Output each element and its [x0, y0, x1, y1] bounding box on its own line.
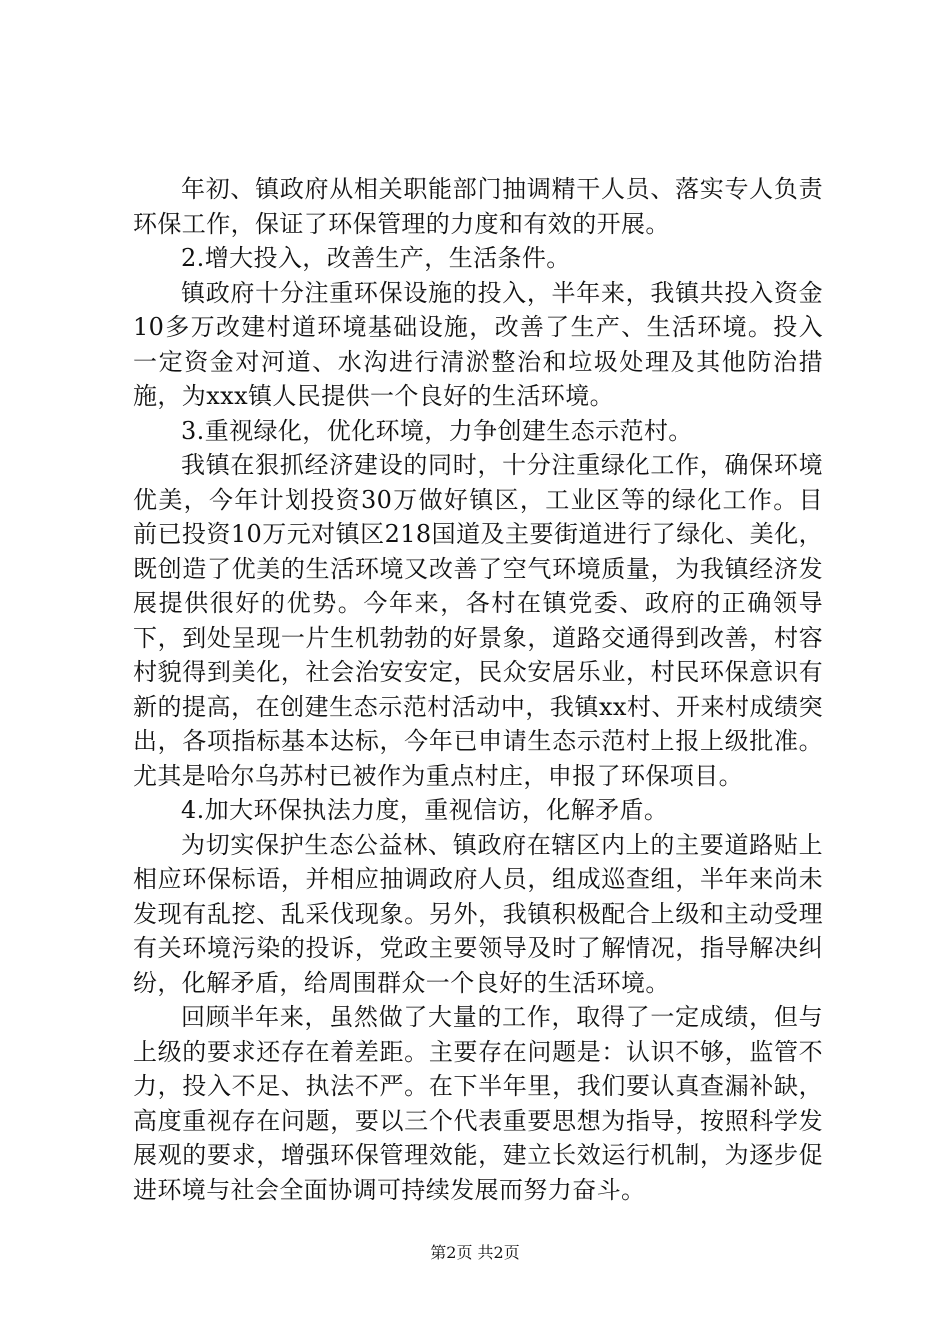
section-heading-enforcement: 4.加大环保执法力度，重视信访，化解矛盾。: [181, 796, 669, 824]
paragraph-enforcement: 为切实保护生态公益林、镇政府在辖区内上的主要道路贴上相应环保标语，并相应抽调政府人员，组成巡查组，半年来尚未发现有乱挖、乱采伐现象。另外，我镇积极配合上级和主动受理有关环境污染的投诉，党政主要领导及时了解情况，指导解决纠纷，化解矛盾，给周围群众一个良好的生活环境。: [133, 830, 823, 997]
page-number-footer: 第2页 共2页: [430, 1243, 520, 1262]
section-heading-greening: 3.重视绿化，优化环境，力争创建生态示范村。: [181, 416, 693, 445]
paragraph-investment: 镇政府十分注重环保设施的投入，半年来，我镇共投入资金10多万改建村道环境基础设施，改善了生产、生活环境。投入一定资金对河道、水沟进行清淤整治和垃圾处理及其他防治措施，为xxx镇人民提供一个良好的生活环境。: [133, 278, 823, 410]
paragraph-greening: 我镇在狠抓经济建设的同时，十分注重绿化工作，确保环境优美，今年计划投资30万做好镇区，工业区等的绿化工作。目前已投资10万元对镇区218国道及主要街道进行了绿化、美化，既创造了优美的生活环境又改善了空气环境质量，为我镇经济发展提供很好的优势。今年来，各村在镇党委、政府的正确领导下，到处呈现一片生机勃勃的好景象，道路交通得到改善，村容村貌得到美化，社会治安安定，民众安居乐业，村民环保意识有新的提高，在创建生态示范村活动中，我镇xx村、开来村成绩突出，各项指标基本达标，今年已申请生态示范村上报上级批准。尤其是哈尔乌苏村已被作为重点村庄，申报了环保项目。: [133, 451, 823, 790]
paragraph-staffing: 年初、镇政府从相关职能部门抽调精干人员、落实专人负责环保工作，保证了环保管理的力度和有效的开展。: [133, 175, 823, 238]
document-body: [133, 172, 823, 1207]
section-heading-investment: 2.增大投入，改善生产，生活条件。: [181, 244, 571, 272]
paragraph-review: 回顾半年来，虽然做了大量的工作，取得了一定成绩，但与上级的要求还存在着差距。主要存在问题是：认识不够，监管不力，投入不足、执法不严。在下半年里，我们要认真查漏补缺，高度重视存在问题，要以三个代表重要思想为指导，按照科学发展观的要求，增强环保管理效能，建立长效运行机制，为逐步促进环境与社会全面协调可持续发展而努力奋斗。: [133, 1003, 823, 1204]
